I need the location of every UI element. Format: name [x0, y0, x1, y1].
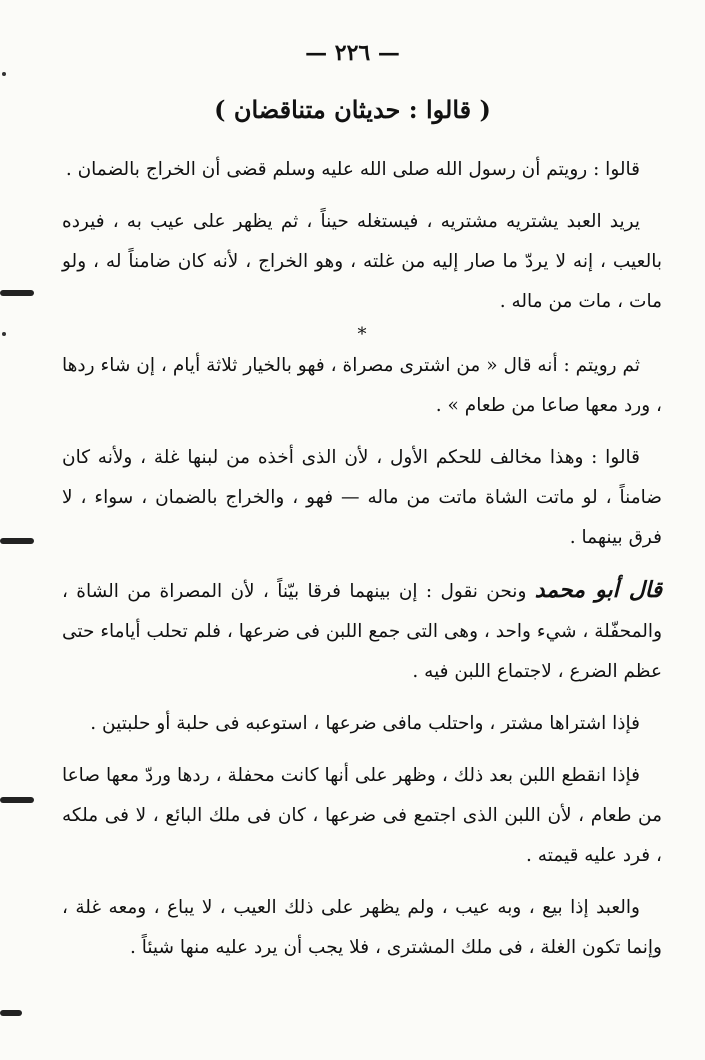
chapter-title: ( قالوا : حديثان متناقضان ): [214, 95, 491, 124]
paragraph-8: والعبد إذا بيع ، وبه عيب ، ولم يظهر على ذلك العيب ، لا يباع ، ومعه غلة ، وإنما تكون الغلة ، فى ملك المشترى ، فلا يجب أن يرد عليه منها شيئاً .: [62, 897, 662, 958]
speaker-label: قال أبو محمد: [534, 577, 663, 603]
paragraph-5: [62, 570, 662, 692]
scan-margin-mark: [0, 290, 34, 296]
scan-speck: [2, 332, 6, 336]
paragraph-3: ثم رويتم : أنه قال « من اشترى مصراة ، فهو بالخيار ثلاثة أيام ، إن شاء ردها ، ورد معها صاعا من طعام » .: [62, 355, 662, 416]
paragraph-1: قالوا : رويتم أن رسول الله صلى الله عليه وسلم قضى أن الخراج بالضمان .: [65, 159, 640, 180]
paragraph-4: قالوا : وهذا مخالف للحكم الأول ، لأن الذى أخذه من لبنها غلة ، ولأنه كان ضامناً ، لو ماتت الشاة ماتت من ماله — فهو ، والخراج بالضمان ، سواء ، لا فرق بينهما .: [62, 447, 662, 548]
page-number: — ٢٢٦ —: [305, 40, 400, 66]
body-text: [62, 150, 662, 980]
paragraph-6: فإذا اشتراها مشتر ، واحتلب مافى ضرعها ، استوعبه فى حلبة أو حلبتين .: [90, 713, 640, 734]
paragraph-2: يريد العبد يشتريه مشتريه ، فيستغله حيناً ، ثم يظهر على عيب به ، فيرده بالعيب ، إنه لا يردّ ما صار إليه من غلته ، وهو الخراج ، لأنه كان ضامناً له ، ولو مات ، مات من ماله .: [62, 211, 662, 312]
scan-speck: [2, 72, 6, 76]
section-separator: *: [357, 324, 367, 345]
scan-margin-mark: [0, 797, 34, 803]
paragraph-5-text: ونحن نقول : إن بينهما فرقا بيّناً ، لأن المصراة من الشاة ، والمحفّلة ، شيء واحد ، وهى التى جمع اللبن فى ضرعها ، فلم تحلب أياماء حتى عظم الضرع ، لاجتماع اللبن فيه .: [62, 581, 662, 682]
scan-margin-mark: [0, 1010, 22, 1016]
scan-margin-mark: [0, 538, 34, 544]
paragraph-7: فإذا انقطع اللبن بعد ذلك ، وظهر على أنها كانت محفلة ، ردها وردّ معها صاعا من طعام ، لأن اللبن الذى اجتمع فى ضرعها ، كان فى ملك البائع ، لا فى ملكه ، فرد عليه قيمته .: [62, 765, 662, 866]
